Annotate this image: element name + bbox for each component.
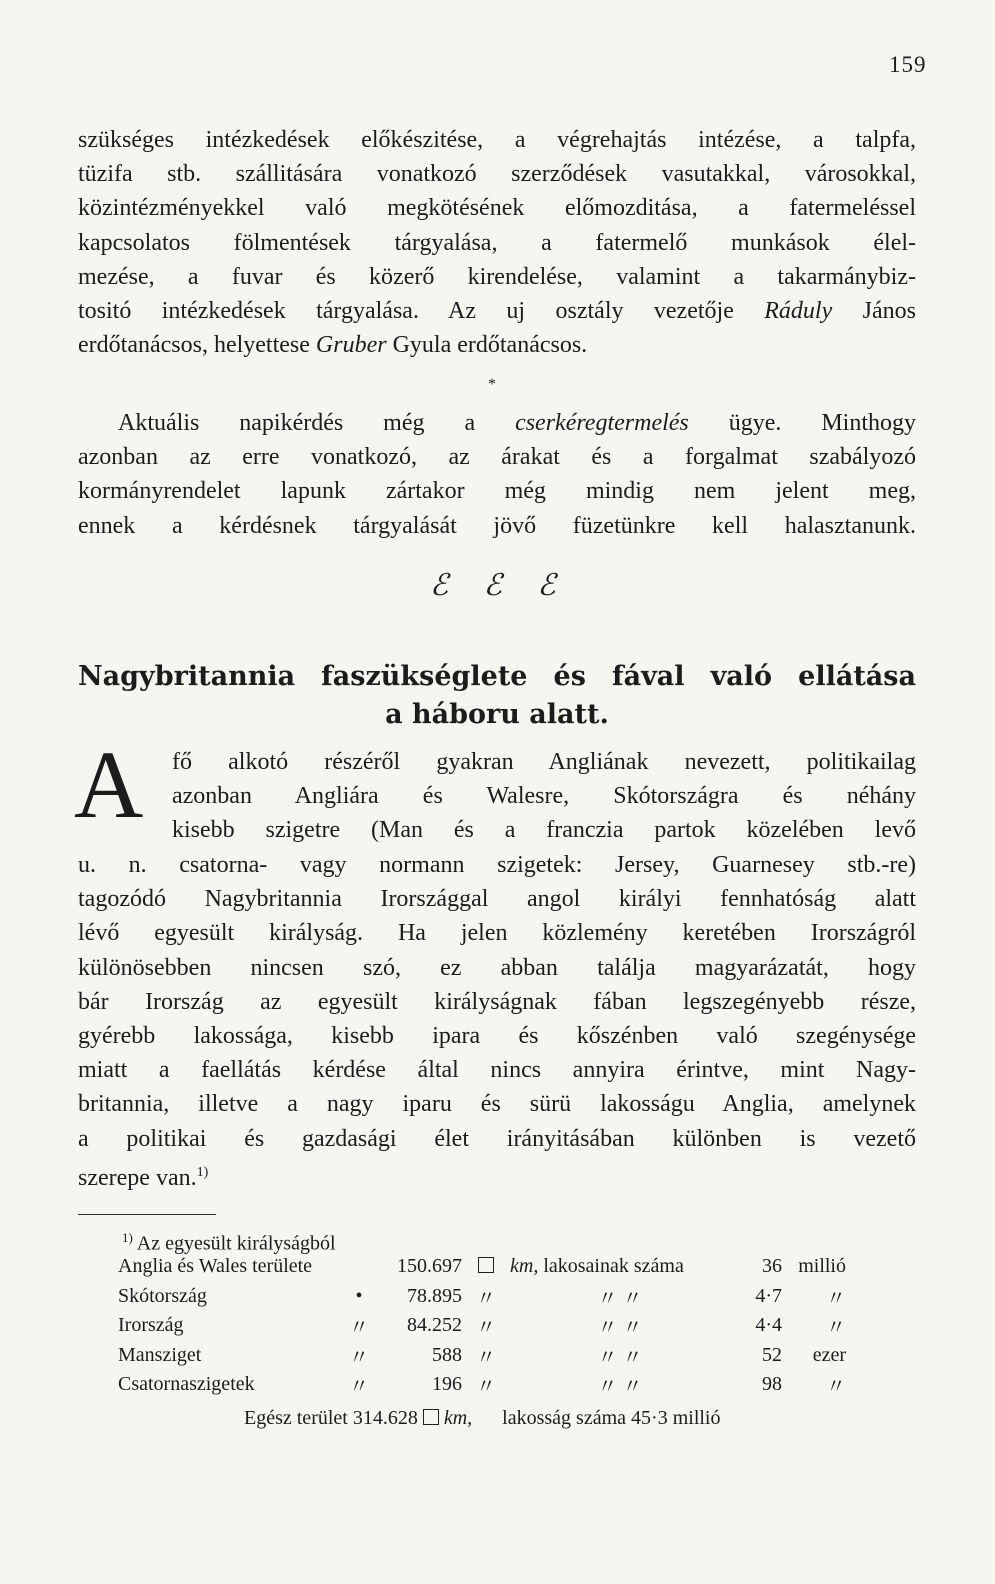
- text-line: közintézményekkel való megkötésének előmozditása, a fatermeléssel: [78, 195, 916, 222]
- text-line: azonban Angliára és Walesre, Skótországra és néhány: [172, 783, 916, 810]
- square-symbol: [423, 1409, 439, 1425]
- term-cserkeregtermeles: cserkéregtermelés: [515, 410, 689, 436]
- footnote-ref: 1): [196, 1164, 209, 1180]
- population-value: 4·7: [755, 1284, 782, 1307]
- text-line: tüzifa stb. szállitására vonatkozó szerződések vasutakkal, városokkal,: [78, 161, 916, 188]
- text-line: gyérebb lakossága, kisebb ipara és kőszénben való szegénysége: [78, 1023, 916, 1050]
- table-row: Mansziget 〃 588 〃 〃 〃 52 ezer: [118, 1341, 846, 1371]
- region-name: Anglia és Wales területe: [118, 1255, 313, 1278]
- text-line: kapcsolatos fölmentések tárgyalása, a fatermelő munkások élel-: [78, 229, 916, 256]
- table-row: Anglia és Wales területe 150.697 km, lakosainak száma 36 millió: [118, 1252, 846, 1282]
- text-line: kisebb szigetre (Man és a franczia partok közelében levő: [172, 817, 916, 844]
- area-value: 588: [432, 1343, 462, 1366]
- heading-line-1: Nagybritannia faszükséglete és fával való ellátása: [78, 661, 916, 692]
- paragraph-1: [78, 123, 916, 362]
- footnote-total: Egész terület 314.628 km, lakosság száma 45·3 millió: [244, 1407, 721, 1429]
- drop-cap: A: [74, 731, 144, 838]
- name-gruber: Gruber: [315, 332, 387, 359]
- table-row: Irország 〃 84.252 〃 〃 〃 4·4 〃: [118, 1311, 846, 1341]
- text-line: tagozódó Nagybritannia Irországgal angol királyi fennhatóság alatt: [78, 886, 916, 913]
- table-row: Skótország • 78.895 〃 〃 〃 4·7 〃: [118, 1282, 846, 1312]
- text-line: szükséges intézkedések előkészitése, a végrehajtás intézése, a talpfa,: [78, 127, 916, 153]
- square-symbol: [478, 1257, 494, 1273]
- region-name: Mansziget: [118, 1343, 202, 1366]
- name-radaly: Ráduly: [764, 298, 833, 325]
- area-value: 84.252: [407, 1314, 462, 1337]
- text-line: ennek a kérdésnek tárgyalását jövő füzetünkre kell halasztanunk.: [78, 512, 916, 539]
- population-value: 36: [762, 1255, 782, 1278]
- text-line: bár Irország az egyesült királyságnak fában legszegényebb része,: [78, 988, 916, 1015]
- article-heading: [78, 658, 916, 734]
- text-line: lévő egyesült királyság. Ha jelen közlemény keretében Irországról: [78, 920, 916, 947]
- region-name: Irország: [118, 1314, 184, 1337]
- text-line: erdőtanácsos, helyettese Gruber Gyula erdőtanácsos.: [78, 332, 588, 359]
- paragraph-3: [78, 848, 916, 1195]
- text-line: a politikai és gazdasági élet irányitásában különben is vezető: [78, 1125, 916, 1152]
- heading-line-2: a háboru alatt.: [385, 699, 609, 730]
- population-value: 98: [762, 1373, 782, 1396]
- text-line: britannia, illetve a nagy iparu és sürü lakosságu Anglia, amelynek: [78, 1091, 916, 1118]
- area-value: 78.895: [407, 1284, 462, 1307]
- population-value: 52: [762, 1343, 782, 1366]
- text-line: miatt a faellátás kérdése által nincs annyira érintve, mint Nagy-: [78, 1057, 916, 1084]
- section-ornament: ℰ ℰ ℰ: [430, 569, 570, 602]
- text-line: szerepe van.$^{1)}$: [78, 1164, 209, 1191]
- page-number: 159: [889, 52, 927, 77]
- total-area: 314.628: [352, 1407, 418, 1429]
- region-name: Csatornaszigetek: [118, 1373, 255, 1396]
- paragraph-2: [78, 406, 916, 543]
- text-line: fő alkotó részéről gyakran Angliának nevezett, politikailag: [172, 749, 916, 775]
- footnote-title: $^{1)}$ Az egyesült királyságból: [122, 1230, 336, 1255]
- area-value: 150.697: [397, 1255, 462, 1278]
- text-line: u. n. csatorna- vagy normann szigetek: Jersey, Guarnesey stb.-re): [78, 852, 916, 878]
- footnote-table: [118, 1252, 846, 1400]
- text-line: tositó intézkedések tárgyalása. Az uj osztály vezetője Ráduly János: [78, 298, 917, 325]
- text-line: mezése, a fuvar és közerő kirendelése, valamint a takarmánybiz-: [78, 263, 916, 290]
- area-value: 196: [432, 1373, 462, 1396]
- region-name: Skótország: [118, 1284, 207, 1307]
- total-population: 45·3: [631, 1407, 668, 1429]
- footnote-divider: [78, 1214, 216, 1215]
- text-line: kormányrendelet lapunk zártakor még mindig nem jelent meg,: [78, 478, 916, 505]
- text-line: azonban az erre vonatkozó, az árakat és a forgalmat szabályozó: [78, 444, 916, 471]
- text-line: Aktuális napikérdés még a cserkéregtermelés ügye. Minthogy: [118, 410, 916, 436]
- section-asterisk: *: [488, 376, 496, 393]
- population-value: 4·4: [755, 1314, 782, 1337]
- text-line: különösebben nincsen szó, ez abban találja magyarázatát, hogy: [78, 954, 916, 981]
- paragraph-3-intro: [172, 745, 916, 848]
- table-row: Csatornaszigetek 〃 196 〃 〃 〃 98 〃: [118, 1370, 846, 1400]
